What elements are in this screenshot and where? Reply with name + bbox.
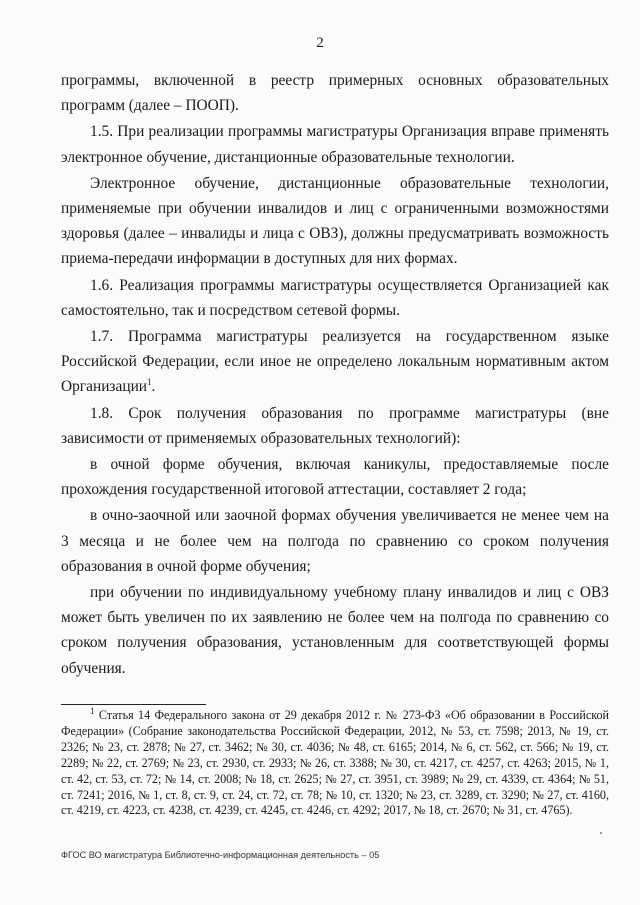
document-body <box>61 68 609 681</box>
paragraph-part-time: в очно-заочной или заочной формах обучения увеличивается не менее чем на 3 месяца и не более чем на полгода по сравнению со сроком получения образования в очной форме обучения; <box>61 507 609 575</box>
paragraph-1-8: 1.8. Срок получения образования по программе магистратуры (вне зависимости от применяемых образовательных технологий): <box>61 404 609 447</box>
footnote-text: Статья 14 Федерального закона от 29 декабря 2012 г. № 273-ФЗ «Об образовании в Российской Федерации» (Собрание законодательства Российской Федерации, 2012, № 53, ст. 7598; 2013, № 19, ст. 2326; № 23, ст. 2878; № 27, ст. 3462; № 30, ст. 4036; № 48, ст. 6165; 2014, № 6, ст. 562, ст. 566; № 19, ст. 2289; № 22, ст. 2769; № 23, ст. 2930, ст. 2933; № 26, ст. 3388; № 30, ст. 4217, ст. 4257, ст. 4263; 2015, № 1, ст. 42, ст. 53, ст. 72; № 14, ст. 2008; № 18, ст. 2625; № 27, ст. 3951, ст. 3989; № 29, ст. 4339, ст. 4364; № 51, ст. 7241; 2016, № 1, ст. 8, ст. 9, ст. 24, ст. 72, ст. 78; № 10, ст. 1320; № 23, ст. 3289, ст. 3290; № 27, ст. 4160, ст. 4219, ст. 4223, ст. 4238, ст. 4239, ст. 4245, ст. 4246, ст. 4292; 2017, № 18, ст. 2670; № 31, ст. 4765). <box>61 708 609 818</box>
page-number: 2 <box>316 35 324 51</box>
page-footer: ФГОС ВО магистратура Библиотечно-информационная деятельность – 05 <box>61 850 380 860</box>
scan-speck <box>600 832 602 834</box>
footnote-marker: 1 <box>90 705 95 716</box>
paragraph-1-5: 1.5. При реализации программы магистратуры Организация вправе применять электронное обучение, дистанционные образовательные технологии. <box>61 123 609 166</box>
paragraph-1-6: 1.6. Реализация программы магистратуры осуществляется Организацией как самостоятельно, так и посредством сетевой формы. <box>61 276 609 319</box>
paragraph-e-learning-ovz: Электронное обучение, дистанционные образовательные технологии, применяемые при обучении инвалидов и лиц с ограниченными возможностями здоровья (далее – инвалиды и лица с ОВЗ), должны предусматривать возможность приема-передачи информации в доступных для них формах. <box>61 174 609 268</box>
footnote <box>61 705 609 819</box>
paragraph-poop-continuation: программы, включенной в реестр примерных основных образовательных программ (далее – ПООП). <box>61 72 609 115</box>
paragraph-individual-plan: при обучении по индивидуальному учебному плану инвалидов и лиц с ОВЗ может быть увеличен по их заявлению не более чем на полгода по сравнению со сроком получения образования, установленным для соответствующей формы обучения. <box>61 584 609 677</box>
paragraph-1-7-text: 1.7. Программа магистратуры реализуется на государственном языке Российской Федерации, если иное не определено локальным нормативным актом Организации <box>61 328 609 396</box>
footnote-reference: 1 <box>147 377 152 388</box>
paragraph-1-7-period: . <box>151 378 156 396</box>
paragraph-1-7 <box>61 324 609 400</box>
footnote-divider <box>61 704 206 705</box>
paragraph-full-time: в очной форме обучения, включая каникулы, предоставляемые после прохождения государственной итоговой аттестации, составляет 2 года; <box>61 456 609 499</box>
